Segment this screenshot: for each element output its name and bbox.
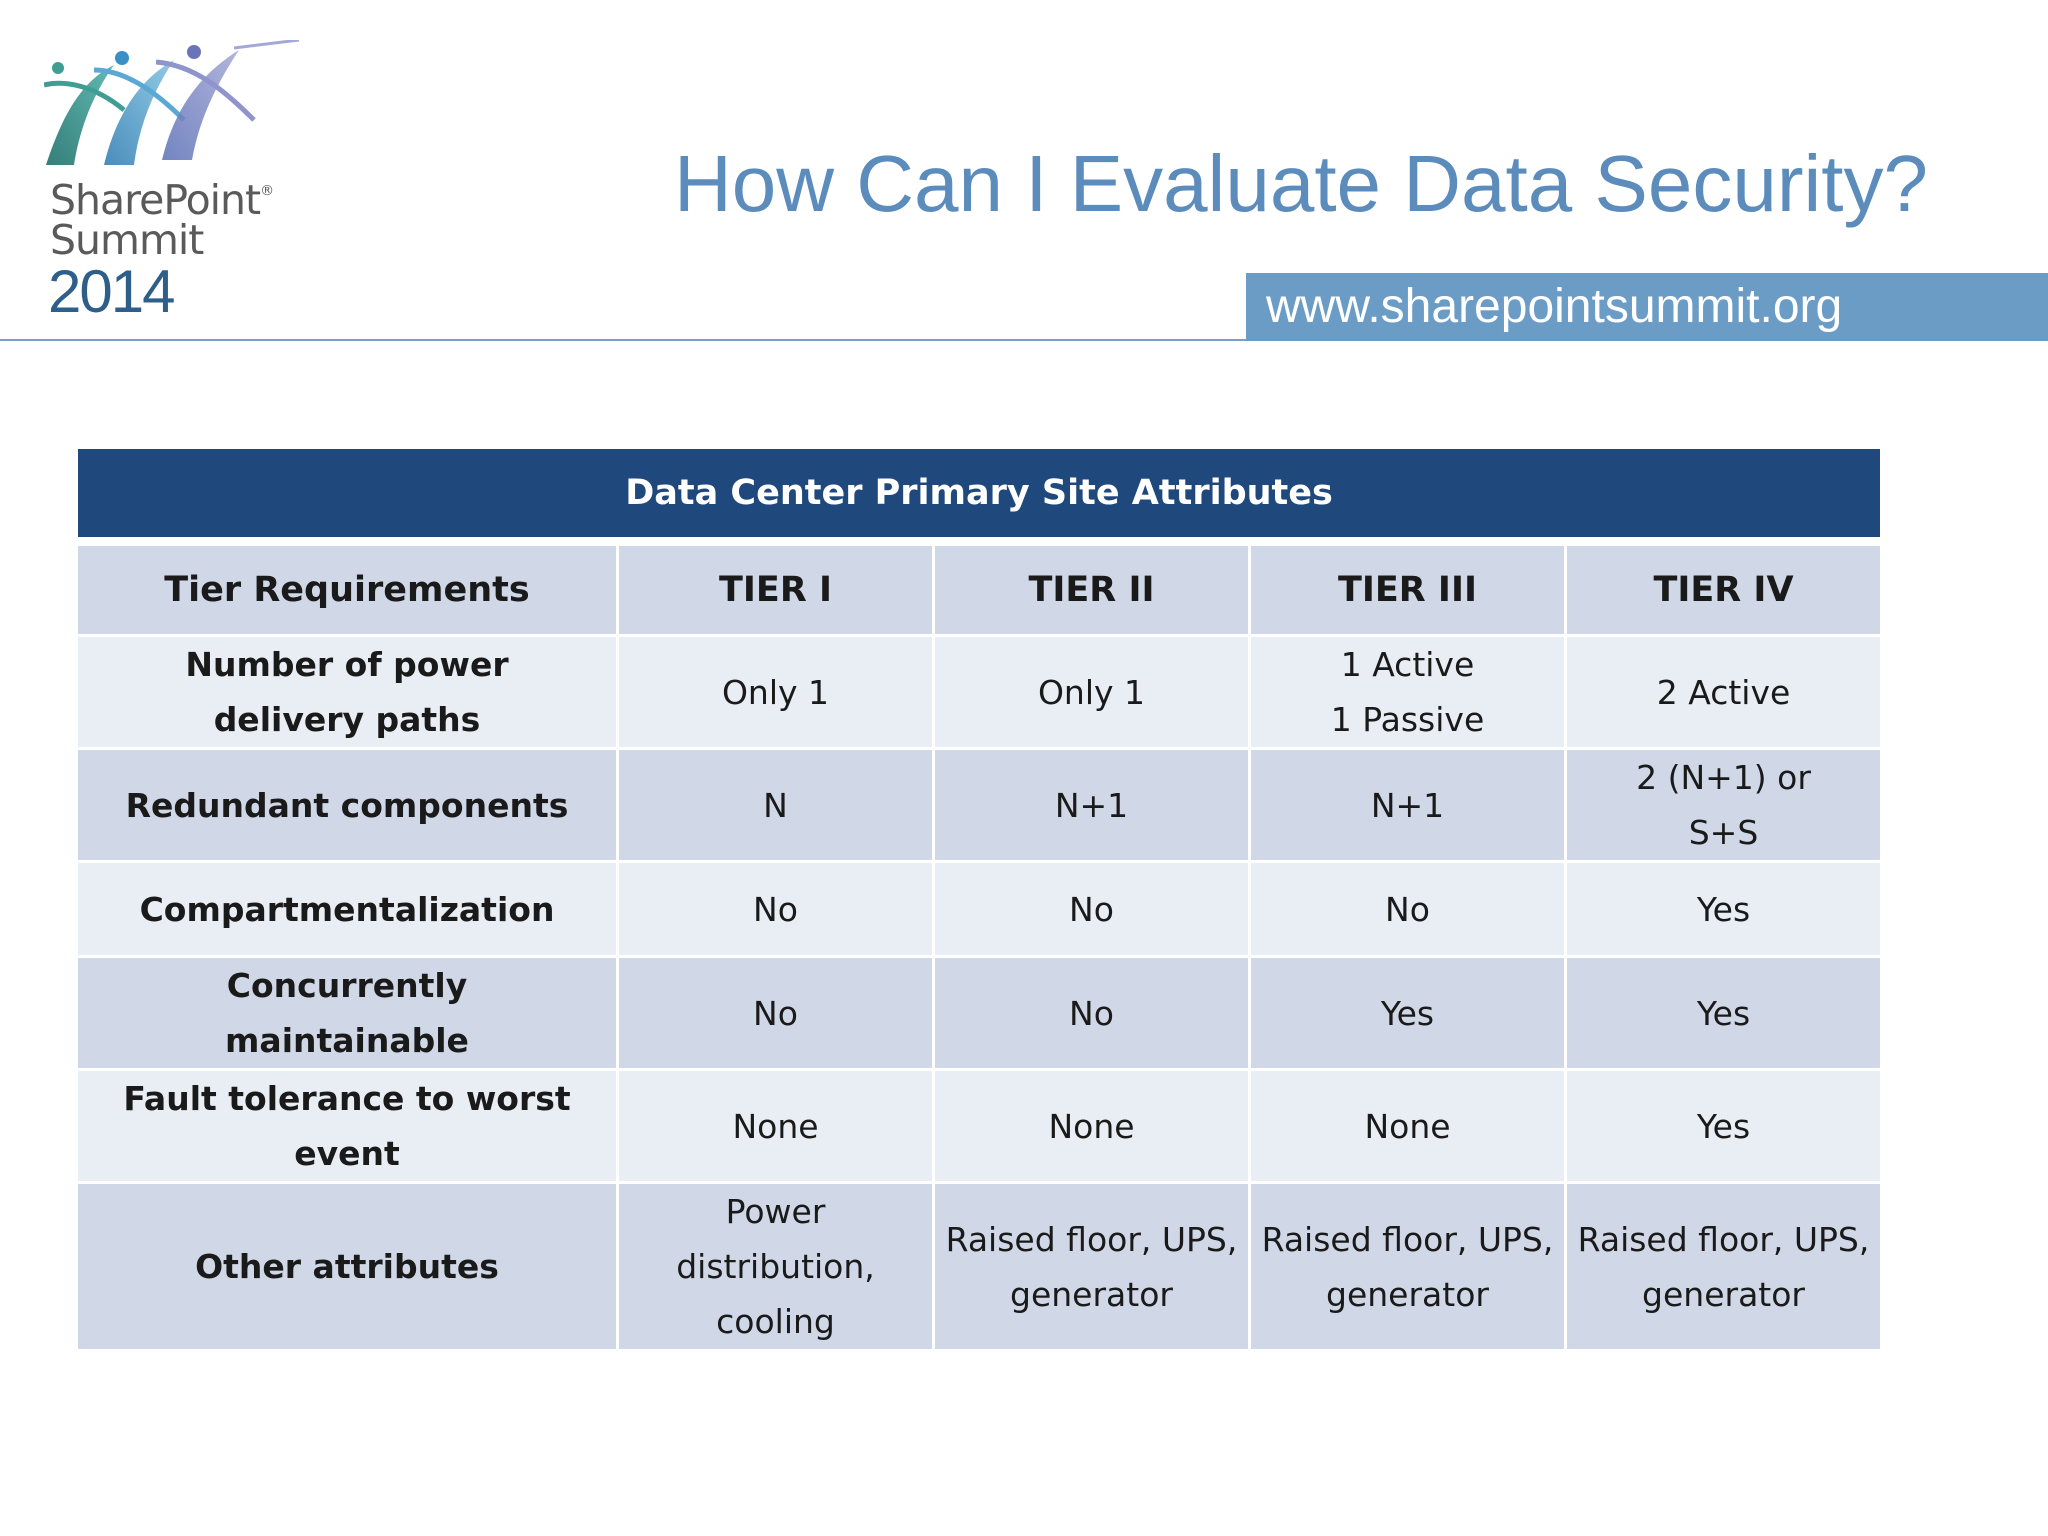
table-cell: Raised floor, UPS, generator [1567, 1184, 1880, 1349]
table-cell: None [935, 1071, 1248, 1181]
column-header: TIER IV [1567, 546, 1880, 634]
table-cell: Yes [1251, 958, 1564, 1068]
logo-text-summit: Summit [50, 216, 204, 264]
url-banner [1246, 273, 2048, 341]
column-header: TIER II [935, 546, 1248, 634]
row-label: Other attributes [78, 1184, 616, 1349]
sharepoint-summit-logo [44, 40, 324, 330]
table-cell: N [619, 750, 932, 860]
column-header: Tier Requirements [78, 546, 616, 634]
table-cell: None [619, 1071, 932, 1181]
table-cell: Only 1 [935, 637, 1248, 747]
table-cell: No [619, 863, 932, 955]
row-label: Redundant components [78, 750, 616, 860]
table-header-row [78, 546, 1880, 634]
table-cell: Raised floor, UPS, generator [1251, 1184, 1564, 1349]
table-row [78, 637, 1880, 747]
table-row [78, 958, 1880, 1068]
table-cell: 1 Active 1 Passive [1251, 637, 1564, 747]
table-cell: Raised floor, UPS, generator [935, 1184, 1248, 1349]
tier-attributes-table [75, 446, 1883, 1352]
table-cell: No [1251, 863, 1564, 955]
table-cell: No [935, 863, 1248, 955]
table-row [78, 1071, 1880, 1181]
table-cell: Only 1 [619, 637, 932, 747]
table-row [78, 750, 1880, 860]
table-cell: Yes [1567, 863, 1880, 955]
dancing-figures-icon [44, 40, 314, 180]
row-label: Compartmentalization [78, 863, 616, 955]
row-label: Number of power delivery paths [78, 637, 616, 747]
table-cell: 2 (N+1) or S+S [1567, 750, 1880, 860]
logo-year: 2014 [48, 258, 174, 325]
column-header: TIER III [1251, 546, 1564, 634]
table-cell: N+1 [935, 750, 1248, 860]
table-caption: Data Center Primary Site Attributes [78, 449, 1880, 537]
table-cell: Power distribution, cooling [619, 1184, 932, 1349]
website-url: www.sharepointsummit.org [1266, 280, 1843, 333]
table-cell: Yes [1567, 1071, 1880, 1181]
tier-table-container [78, 449, 1874, 1349]
table-cell: No [935, 958, 1248, 1068]
table-cell: None [1251, 1071, 1564, 1181]
table-cell: 2 Active [1567, 637, 1880, 747]
table-cell: Yes [1567, 958, 1880, 1068]
logo-registered-mark: ® [260, 183, 274, 199]
page-title: How Can I Evaluate Data Security? [674, 139, 1928, 228]
table-row [78, 863, 1880, 955]
header-divider [0, 339, 1246, 341]
row-label: Fault tolerance to worst event [78, 1071, 616, 1181]
table-row [78, 1184, 1880, 1349]
row-label: Concurrently maintainable [78, 958, 616, 1068]
logo-text-sharepoint: SharePoint® [50, 176, 274, 224]
table-cell: No [619, 958, 932, 1068]
column-header: TIER I [619, 546, 932, 634]
table-cell: N+1 [1251, 750, 1564, 860]
